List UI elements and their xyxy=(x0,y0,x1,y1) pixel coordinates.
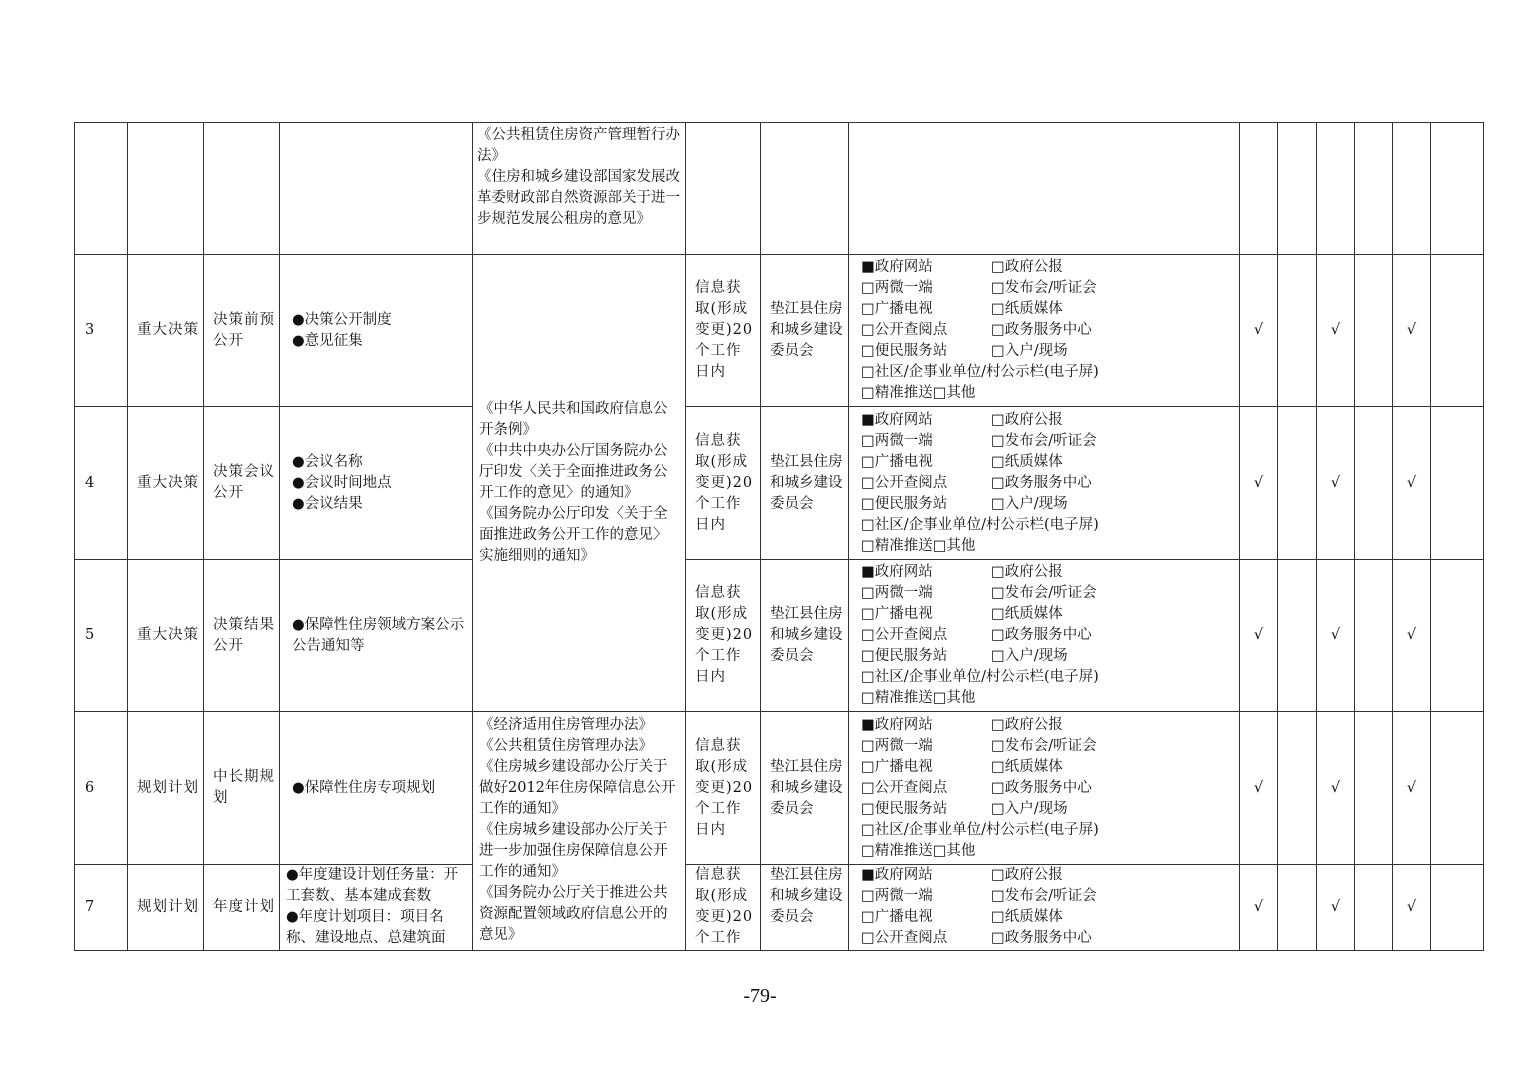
channel-option: □政府公报 xyxy=(991,411,1063,428)
page-number: -79- xyxy=(743,985,777,1007)
subcategory-cell: 决策结果公开 xyxy=(204,560,280,712)
content-cell xyxy=(280,712,473,865)
category-cell: 重大决策 xyxy=(128,255,204,407)
channel-option: □便民服务站 xyxy=(861,648,948,664)
content-item: ●会议结果 xyxy=(292,495,363,512)
channel-option: □发布会/听证会 xyxy=(991,280,1097,296)
channel-option: ■政府网站 xyxy=(861,867,933,883)
channel-option: □社区/企事业单位/村公示栏(电子屏) xyxy=(861,821,1099,838)
channel-option: □政务服务中心 xyxy=(991,627,1092,643)
basis-doc: 《中华人民共和国政府信息公开条例》 xyxy=(479,401,668,438)
content-cell xyxy=(280,255,473,407)
content-item: ●年度计划项目：项目名称、建设地点、总建筑面 xyxy=(286,909,446,946)
channel-option: □公开查阅点 xyxy=(861,322,948,338)
channel-option: ■政府网站 xyxy=(861,259,933,275)
basis-doc: 《住房城乡建设部办公厅关于进一步加强住房保障信息公开工作的通知》 xyxy=(479,822,668,880)
check-cell: √ xyxy=(1317,255,1355,407)
check-cell xyxy=(1393,123,1431,255)
content-item: ●保障性住房领域方案公示公告通知等 xyxy=(292,616,465,654)
check-cell xyxy=(1278,123,1317,255)
check-cell xyxy=(1431,865,1484,951)
channel-option: □发布会/听证会 xyxy=(991,432,1097,449)
subcategory-cell: 决策前预公开 xyxy=(204,255,280,407)
channel-option: □政务服务中心 xyxy=(991,930,1092,946)
check-cell xyxy=(1355,255,1393,407)
check-cell: √ xyxy=(1240,865,1278,951)
row-number: 4 xyxy=(75,407,128,560)
table-row xyxy=(75,560,1484,712)
basis-doc: 《住房和城乡建设部国家发展改革委财政部自然资源部关于进一步规范发展公租房的意见》 xyxy=(477,169,680,227)
channel-option: □广播电视 xyxy=(861,909,933,925)
time-cell: 信息获取(形成变更)20个工作日内 xyxy=(686,407,761,560)
channel-option: □入户/现场 xyxy=(991,495,1068,512)
time-cell: 信息获取(形成变更)20个工作日内 xyxy=(686,712,761,865)
subcategory-cell: 中长期规划 xyxy=(204,712,280,865)
channel-option: □发布会/听证会 xyxy=(991,737,1097,754)
check-cell: √ xyxy=(1240,712,1278,865)
channel-option: □纸质媒体 xyxy=(991,909,1063,925)
channel-option: □两微一端 xyxy=(861,585,933,601)
agency-cell: 垫江县住房和城乡建设委员会 xyxy=(761,407,849,560)
channel-option: □社区/企事业单位/村公示栏(电子屏) xyxy=(861,364,1099,380)
check-cell xyxy=(1355,865,1393,951)
channel-option: □发布会/听证会 xyxy=(991,585,1097,601)
check-cell xyxy=(1355,407,1393,560)
content-item: ●年度建设计划任务量：开工套数、基本建成套数 xyxy=(286,867,459,904)
check-cell: √ xyxy=(1317,560,1355,712)
check-cell: √ xyxy=(1393,865,1431,951)
channel-option: ■政府网站 xyxy=(861,716,933,733)
check-cell xyxy=(1278,407,1317,560)
channel-option: □纸质媒体 xyxy=(991,758,1063,775)
channels-cell xyxy=(849,407,1240,560)
row-number: 7 xyxy=(75,865,128,951)
channel-option: □便民服务站 xyxy=(861,495,948,512)
check-cell xyxy=(1240,123,1278,255)
check-cell xyxy=(1278,865,1317,951)
channel-option: □广播电视 xyxy=(861,301,933,317)
channel-option: □纸质媒体 xyxy=(991,453,1063,470)
subcategory-cell: 决策会议公开 xyxy=(204,407,280,560)
channel-option: □入户/现场 xyxy=(991,648,1068,664)
time-cell xyxy=(686,123,761,255)
category-cell xyxy=(128,123,204,255)
check-cell xyxy=(1431,255,1484,407)
channel-option: □精准推送□其他 xyxy=(861,842,976,859)
basis-doc: 《公共租赁住房管理办法》 xyxy=(479,738,653,754)
category-cell: 重大决策 xyxy=(128,407,204,560)
channel-option: □便民服务站 xyxy=(861,343,948,359)
check-cell: √ xyxy=(1317,865,1355,951)
table-row xyxy=(75,865,1484,951)
channel-option: □便民服务站 xyxy=(861,800,948,817)
channel-option: □两微一端 xyxy=(861,280,933,296)
channel-option: □政府公报 xyxy=(991,564,1063,580)
content-item: ●会议时间地点 xyxy=(292,474,392,491)
check-cell xyxy=(1278,712,1317,865)
agency-cell: 垫江县住房和城乡建设委员会 xyxy=(761,255,849,407)
channels-cell xyxy=(849,712,1240,865)
content-cell xyxy=(280,407,473,560)
channels-cell xyxy=(849,123,1240,255)
check-cell xyxy=(1431,123,1484,255)
channel-option: □公开查阅点 xyxy=(861,474,948,491)
time-cell: 信息获取(形成变更)20个工作日内 xyxy=(686,560,761,712)
channel-option: □两微一端 xyxy=(861,432,933,449)
table-row xyxy=(75,255,1484,407)
channel-option: □精准推送□其他 xyxy=(861,690,976,706)
channel-option: □发布会/听证会 xyxy=(991,888,1097,904)
content-item: ●决策公开制度 xyxy=(292,311,392,328)
table-row xyxy=(75,712,1484,865)
channel-option: □纸质媒体 xyxy=(991,606,1063,622)
content-cell xyxy=(280,865,473,951)
time-cell: 信息获取(形成变更)20个工作 xyxy=(686,865,761,951)
check-cell: √ xyxy=(1240,407,1278,560)
row-number: 5 xyxy=(75,560,128,712)
check-cell xyxy=(1431,407,1484,560)
channel-option: □广播电视 xyxy=(861,453,933,470)
channels-cell xyxy=(849,560,1240,712)
channels-cell xyxy=(849,865,1240,951)
agency-cell: 垫江县住房和城乡建设委员会 xyxy=(761,865,849,951)
content-item: ●保障性住房专项规划 xyxy=(292,779,436,796)
content-cell xyxy=(280,123,473,255)
channel-option: □入户/现场 xyxy=(991,800,1068,817)
check-cell xyxy=(1317,123,1355,255)
basis-doc: 《国务院办公厅印发〈关于全面推进政务公开工作的意见〉实施细则的通知》 xyxy=(479,506,668,564)
row-number: 6 xyxy=(75,712,128,865)
content-item: ●会议名称 xyxy=(292,453,363,470)
row-number xyxy=(75,123,128,255)
channel-option: ■政府网站 xyxy=(861,411,933,428)
channel-option: □精准推送□其他 xyxy=(861,537,976,554)
channel-option: □公开查阅点 xyxy=(861,930,948,946)
agency-cell: 垫江县住房和城乡建设委员会 xyxy=(761,560,849,712)
agency-cell: 垫江县住房和城乡建设委员会 xyxy=(761,712,849,865)
content-cell xyxy=(280,560,473,712)
check-cell: √ xyxy=(1317,712,1355,865)
channel-option: □政府公报 xyxy=(991,716,1063,733)
check-cell: √ xyxy=(1393,712,1431,865)
category-cell: 规划计划 xyxy=(128,712,204,865)
channels-cell xyxy=(849,255,1240,407)
check-cell: √ xyxy=(1393,407,1431,560)
basis-cell xyxy=(473,712,686,951)
content-item: ●意见征集 xyxy=(292,332,363,349)
subcategory-cell xyxy=(204,123,280,255)
basis-doc: 《国务院办公厅关于推进公共资源配置领域政府信息公开的意见》 xyxy=(479,885,668,943)
channel-option: □政务服务中心 xyxy=(991,779,1092,796)
check-cell: √ xyxy=(1393,560,1431,712)
channel-option: □两微一端 xyxy=(861,737,933,754)
basis-doc: 《公共租赁住房资产管理暂行办法》 xyxy=(477,127,680,164)
subcategory-cell: 年度计划 xyxy=(204,865,280,951)
time-cell: 信息获取(形成变更)20个工作日内 xyxy=(686,255,761,407)
check-cell: √ xyxy=(1240,560,1278,712)
agency-cell xyxy=(761,123,849,255)
check-cell xyxy=(1431,712,1484,865)
check-cell: √ xyxy=(1317,407,1355,560)
channel-option: □纸质媒体 xyxy=(991,301,1063,317)
table-row xyxy=(75,407,1484,560)
disclosure-table xyxy=(74,122,1484,951)
channel-option: □社区/企事业单位/村公示栏(电子屏) xyxy=(861,516,1099,533)
channel-option: □政府公报 xyxy=(991,259,1063,275)
category-cell: 重大决策 xyxy=(128,560,204,712)
basis-cell xyxy=(473,255,686,712)
check-cell xyxy=(1355,712,1393,865)
basis-doc: 《中共中央办公厅国务院办公厅印发〈关于全面推进政务公开工作的意见〉的通知》 xyxy=(479,443,668,501)
row-number: 3 xyxy=(75,255,128,407)
channel-option: □入户/现场 xyxy=(991,343,1068,359)
basis-doc: 《住房城乡建设部办公厅关于做好2012年住房保障信息公开工作的通知》 xyxy=(479,759,676,817)
check-cell: √ xyxy=(1393,255,1431,407)
check-cell xyxy=(1278,560,1317,712)
basis-cell xyxy=(473,123,686,255)
check-cell xyxy=(1278,255,1317,407)
category-cell: 规划计划 xyxy=(128,865,204,951)
channel-option: □公开查阅点 xyxy=(861,779,948,796)
table-row xyxy=(75,123,1484,255)
channel-option: □两微一端 xyxy=(861,888,933,904)
check-cell xyxy=(1355,123,1393,255)
check-cell xyxy=(1431,560,1484,712)
check-cell: √ xyxy=(1240,255,1278,407)
channel-option: □广播电视 xyxy=(861,606,933,622)
channel-option: ■政府网站 xyxy=(861,564,933,580)
channel-option: □政府公报 xyxy=(991,867,1063,883)
channel-option: □公开查阅点 xyxy=(861,627,948,643)
basis-doc: 《经济适用住房管理办法》 xyxy=(479,717,653,733)
channel-option: □政务服务中心 xyxy=(991,474,1092,491)
check-cell xyxy=(1355,560,1393,712)
channel-option: □广播电视 xyxy=(861,758,933,775)
channel-option: □政务服务中心 xyxy=(991,322,1092,338)
channel-option: □精准推送□其他 xyxy=(861,385,976,401)
channel-option: □社区/企事业单位/村公示栏(电子屏) xyxy=(861,669,1099,685)
